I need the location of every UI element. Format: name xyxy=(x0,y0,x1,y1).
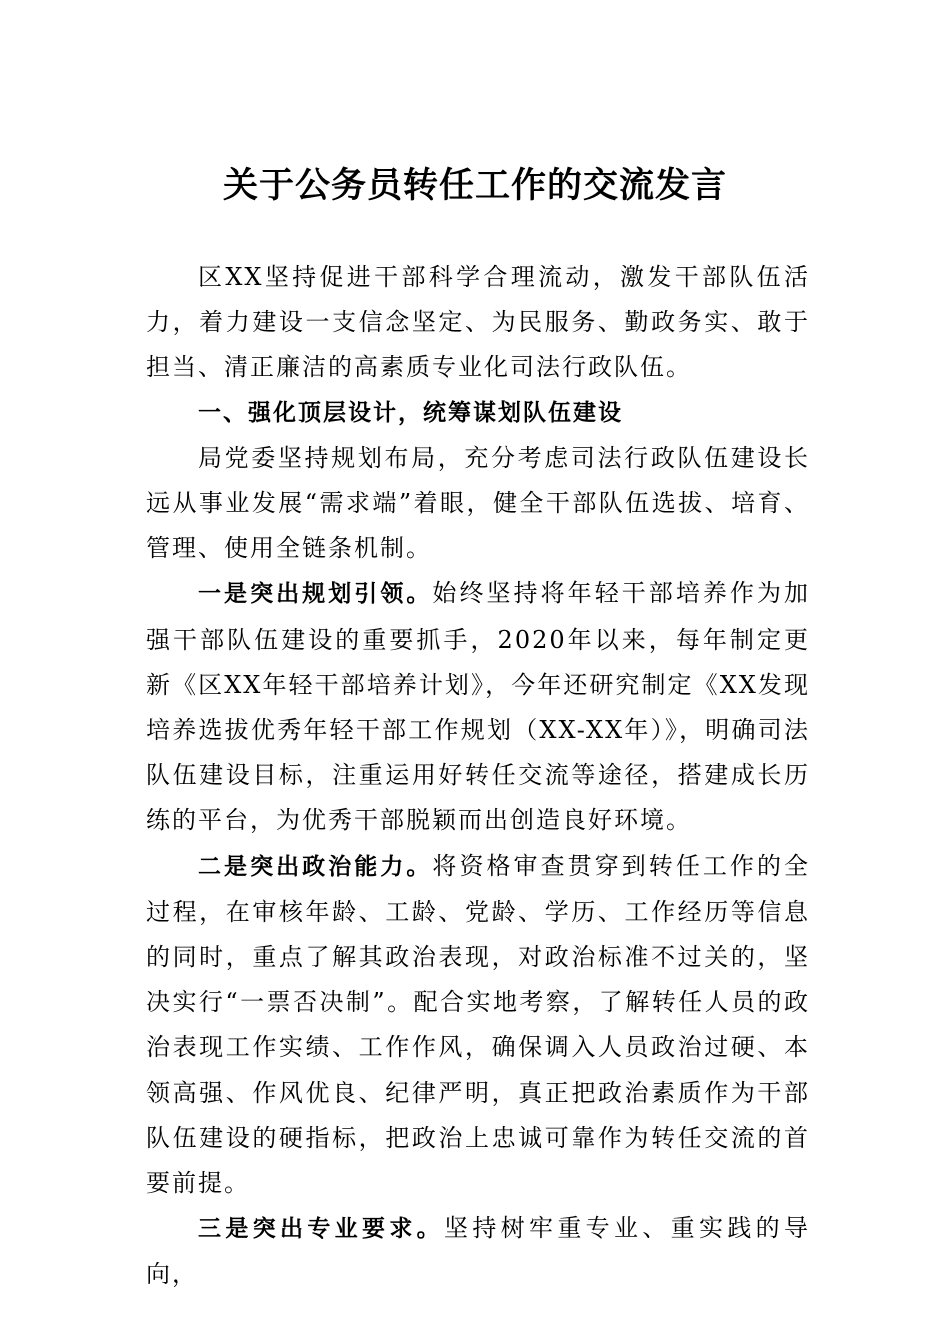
point-2-paragraph xyxy=(146,844,810,1207)
point-1-lead: 一是突出规划引领。 xyxy=(198,581,433,608)
point-3-text: 坚持树牢重专业、重实践的导向， xyxy=(146,1214,810,1289)
document-body xyxy=(146,255,810,1298)
document-title: 关于公务员转任工作的交流发言 xyxy=(222,165,727,206)
point-2-text: 将资格审查贯穿到转任工作的全过程，在审核年龄、工龄、党龄、学历、工作经历等信息的同时，重点了解其政治表现，对政治标准不过关的，坚决实行“一票否决制”。配合实地考察，了解转任人员的政治表现工作实绩、工作作风，确保调入人员政治过硬、本领高强、作风优良、纪律严明，真正把政治素质作为干部队伍建设的硬指标，把政治上忠诚可靠作为转任交流的首要前提。 xyxy=(146,851,811,1198)
point-2-lead: 二是突出政治能力。 xyxy=(198,853,433,880)
section-1-paragraph: 局党委坚持规划布局，充分考虑司法行政队伍建设长远从事业发展“需求端”着眼，健全干部队伍选拔、培育、管理、使用全链条机制。 xyxy=(146,443,810,563)
point-3-lead: 三是突出专业要求。 xyxy=(198,1216,444,1243)
point-1-paragraph xyxy=(146,571,810,843)
section-heading-1: 一、强化顶层设计，统筹谋划队伍建设 xyxy=(198,399,623,426)
point-1-text: 始终坚持将年轻干部培养作为加强干部队伍建设的重要抓手，2020年以来，每年制定更新《区XX年轻干部培养计划》，今年还研究制定《XX发现培养选拔优秀年轻干部工作规划（XX-XX年）》，明确司法队伍建设目标，注重运用好转任交流等途径，搭建成长历练的平台，为优秀干部脱颖而出创造良好环境。 xyxy=(146,579,811,835)
point-3-paragraph xyxy=(146,1206,810,1297)
intro-paragraph: 区XX坚持促进干部科学合理流动，激发干部队伍活力，着力建设一支信念坚定、为民服务、勤政务实、敢于担当、清正廉洁的高素质专业化司法行政队伍。 xyxy=(146,263,810,382)
